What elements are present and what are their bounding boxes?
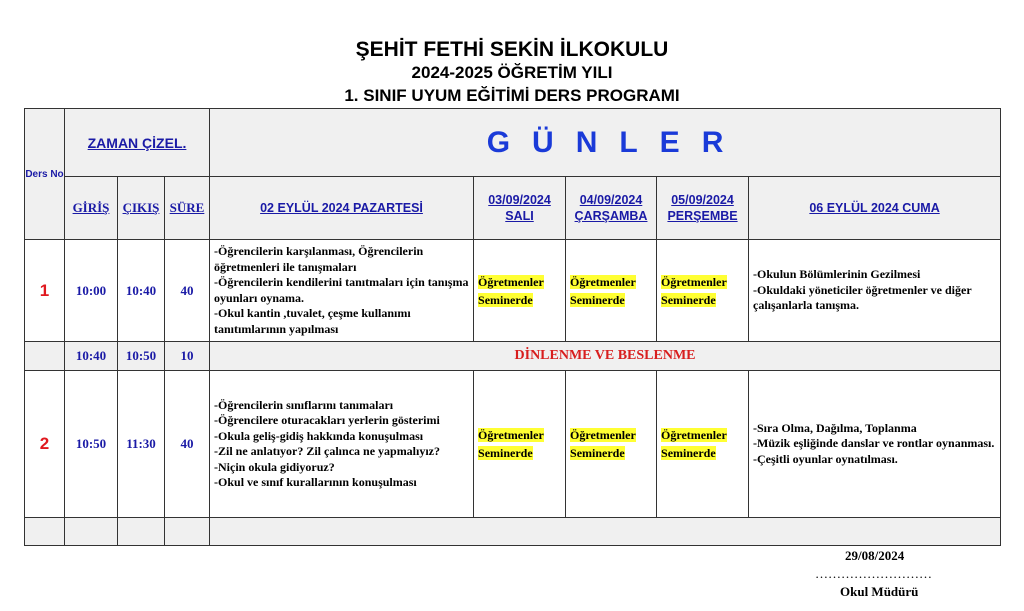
document-title-block [0,38,1024,107]
day-header-thursday: 05/09/2024 PERŞEMBE [657,177,749,240]
lesson-number: 1 [25,240,65,342]
activity-item: -Zil ne anlatıyor? Zil çalınca ne yapmalıyız? [214,444,441,458]
wednesday-content [566,240,657,342]
empty-cell [118,518,165,546]
wednesday-content [566,371,657,518]
signature-date: 29/08/2024 [845,548,905,563]
activity-item: -Okul ve sınıf kurallarının konuşulması [214,475,417,489]
monday-content [210,371,474,518]
friday-content [749,371,1001,518]
activity-item: -Okulun Bölümlerinin Gezilmesi [753,267,921,282]
end-time: 11:30 [118,371,165,518]
start-time: 10:00 [65,240,118,342]
seminar-note: Öğretmenler Seminerde [478,428,544,460]
seminar-note: Öğretmenler Seminerde [570,274,636,307]
empty-cell [65,518,118,546]
seminar-note: Öğretmenler Seminerde [478,274,544,307]
signature-title: Okul Müdürü [840,584,919,599]
table-row-break [25,342,1001,371]
start-time: 10:50 [65,371,118,518]
activity-item: -Sıra Olma, Dağılma, Toplanma [753,420,917,435]
duration: 40 [165,371,210,518]
break-end-time: 10:50 [118,342,165,371]
break-start-time: 10:40 [65,342,118,371]
activity-item: -Müzik eşliğinde danslar ve rontlar oynanması. [753,436,995,451]
activity-item: -Çeşitli oyunlar oynatılması. [753,451,898,466]
activity-item: -Öğrencilerin sınıflarını tanımaları [214,397,394,412]
activity-item: -Öğrencilerin kendilerini tanıtmaları için tanışma oyunları oynama. [214,275,469,305]
cikis-header: ÇIKIŞ [118,177,165,240]
thursday-content [657,240,749,342]
day-header-tuesday: 03/09/2024 SALI [474,177,566,240]
zaman-cizelgesi-header: ZAMAN ÇİZEL. [65,109,210,177]
table-row-empty [25,518,1001,546]
signature-line: ……………………… [815,566,932,581]
break-label: DİNLENME VE BESLENME [210,342,1001,371]
empty-cell [25,518,65,546]
friday-content [749,240,1001,342]
table-row-lesson-2 [25,371,1001,518]
day-header-monday: 02 EYLÜL 2024 PAZARTESİ [210,177,474,240]
seminar-note: Öğretmenler Seminerde [570,428,636,460]
empty-cell [25,342,65,371]
program-title: 1. SINIF UYUM EĞİTİMİ DERS PROGRAMI [344,86,680,105]
school-name: ŞEHİT FETHİ SEKİN İLKOKULU [355,38,669,61]
activity-item: -Okuldaki yöneticiler öğretmenler ve diğer çalışanlarla tanışma. [753,282,972,313]
tuesday-content [474,371,566,518]
giris-header: GİRİŞ [65,177,118,240]
activity-item: -Okul kantin ,tuvalet, çeşme kullanımı tanıtımlarının yapılması [214,306,411,336]
monday-content [210,240,474,342]
activity-item: -Öğrencilerin karşılanması, Öğrencilerin öğretmenleri ile tanışmaları [214,244,424,274]
ders-no-header: Ders No [25,109,65,240]
empty-cell [165,518,210,546]
break-duration: 10 [165,342,210,371]
thursday-content [657,371,749,518]
empty-cell [210,518,1001,546]
tuesday-content [474,240,566,342]
activity-item: -Niçin okula gidiyoruz? [214,459,335,474]
day-header-wednesday: 04/09/2024 ÇARŞAMBA [566,177,657,240]
table-row-lesson-1 [25,240,1001,342]
gunler-header: GÜNLER [210,109,1001,177]
day-header-friday: 06 EYLÜL 2024 CUMA [749,177,1001,240]
duration: 40 [165,240,210,342]
end-time: 10:40 [118,240,165,342]
seminar-note: Öğretmenler Seminerde [661,428,727,460]
schedule-table [24,108,1001,546]
activity-item: -Okula geliş-gidiş hakkında konuşulması [214,428,424,443]
lesson-number: 2 [25,371,65,518]
activity-item: -Öğrencilere oturacakları yerlerin gösterimi [214,413,440,427]
seminar-note: Öğretmenler Seminerde [661,274,727,307]
academic-year: 2024-2025 ÖĞRETİM YILI [411,63,613,82]
sure-header: SÜRE [165,177,210,240]
